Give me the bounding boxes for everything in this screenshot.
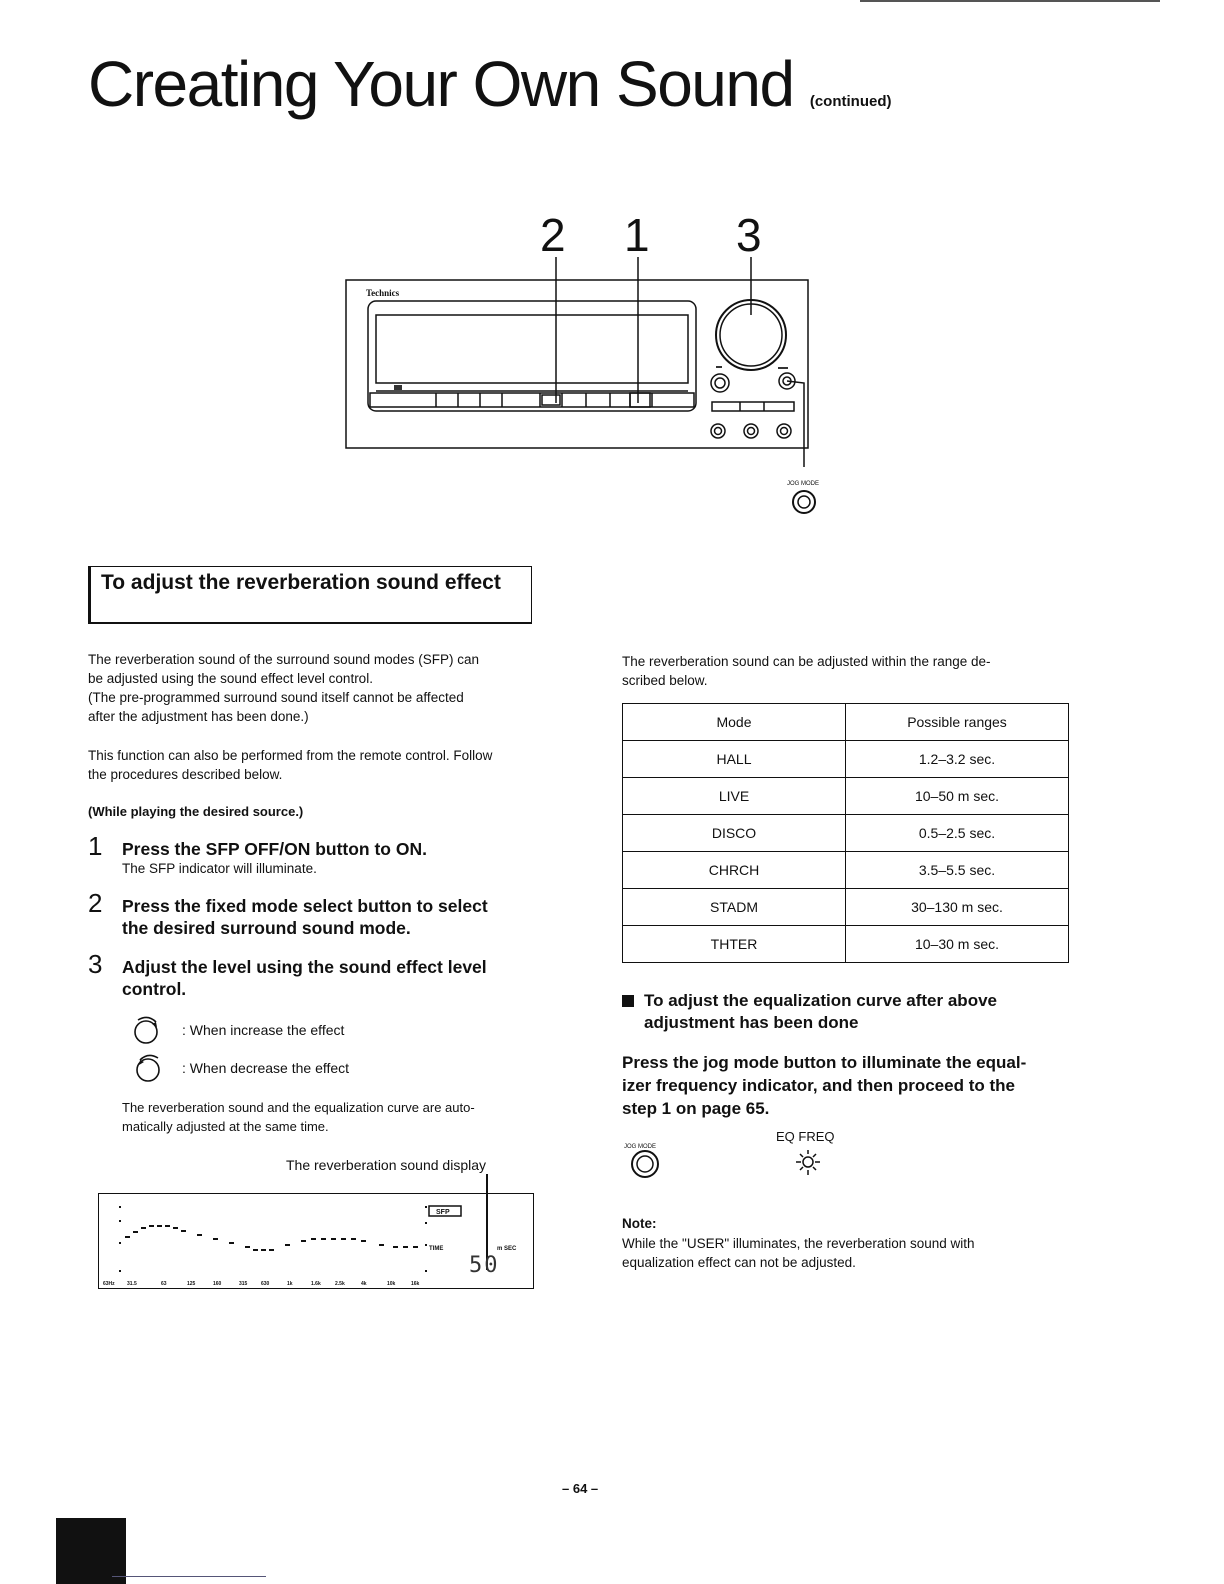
knob-increase-text: : When increase the effect <box>182 1022 345 1038</box>
svg-text:1.6k: 1.6k <box>311 1281 321 1287</box>
while-playing-note: (While playing the desired source.) <box>88 804 304 819</box>
reverberation-range-table <box>622 703 1069 963</box>
text-line: equalization effect can not be adjusted. <box>622 1255 856 1270</box>
mode-cell: DISCO <box>623 815 846 852</box>
table-row <box>623 889 1069 926</box>
svg-text:160: 160 <box>213 1281 222 1287</box>
svg-text:SFP: SFP <box>436 1209 450 1216</box>
callout-3: 3 <box>736 209 762 261</box>
table-row <box>623 778 1069 815</box>
frequency-labels <box>103 1281 420 1287</box>
scan-artifact-line <box>112 1576 266 1577</box>
display-window <box>368 301 696 411</box>
time-indicator: TIME <box>429 1246 444 1252</box>
range-cell: 3.5–5.5 sec. <box>846 852 1069 889</box>
button-row <box>370 393 694 407</box>
svg-text:10k: 10k <box>387 1281 396 1287</box>
text-line: be adjusted using the sound effect level control. <box>88 671 373 686</box>
step-2-title-line: Press the fixed mode select button to select <box>122 896 488 916</box>
step-3-number: 3 <box>88 949 103 979</box>
jog-mode-callout-label: JOG MODE <box>787 481 820 487</box>
svg-text:630: 630 <box>261 1281 270 1287</box>
text-line: While the "USER" illuminates, the reverberation sound with <box>622 1236 975 1251</box>
eq-freq-indicator-icon <box>796 1150 820 1175</box>
text-line: The reverberation sound and the equalization curve are auto- <box>122 1100 475 1115</box>
svg-text:63Hz: 63Hz <box>103 1281 115 1287</box>
msec-indicator: m SEC <box>497 1246 517 1252</box>
page-title-text: Creating Your Own Sound <box>88 48 794 120</box>
display-caption: The reverberation sound display <box>286 1157 487 1173</box>
svg-text:125: 125 <box>187 1281 196 1287</box>
step-3-title-line: Adjust the level using the sound effect level <box>122 957 487 977</box>
range-cell: 10–30 m sec. <box>846 926 1069 963</box>
svg-text:63: 63 <box>161 1281 167 1287</box>
note-text <box>622 1234 1072 1272</box>
intro-paragraph <box>88 650 538 726</box>
reverberation-display-graphic <box>99 1194 535 1290</box>
small-knob-left <box>711 374 729 392</box>
auto-adjust-paragraph <box>122 1098 542 1136</box>
select-strip <box>712 402 794 411</box>
text-line: matically adjusted at the same time. <box>122 1119 329 1134</box>
step-2 <box>122 895 542 939</box>
brand-logo: Technics <box>366 288 400 298</box>
svg-text:4k: 4k <box>361 1281 367 1287</box>
svg-text:16k: 16k <box>411 1281 420 1287</box>
mode-cell: LIVE <box>623 778 846 815</box>
eq-freq-label: EQ FREQ <box>776 1129 835 1144</box>
top-rule <box>860 0 1160 2</box>
step-1-description: The SFP indicator will illuminate. <box>122 861 317 876</box>
jog-eq-indicator-graphic <box>620 1128 850 1188</box>
range-cell: 1.2–3.2 sec. <box>846 741 1069 778</box>
table-header-row <box>623 704 1069 741</box>
text-line: This function can also be performed from the remote control. Follow <box>88 748 493 763</box>
mode-cell: THTER <box>623 926 846 963</box>
text-line: scribed below. <box>622 673 708 688</box>
step-3 <box>122 956 542 1000</box>
range-cell: 0.5–2.5 sec. <box>846 815 1069 852</box>
square-bullet-icon <box>622 995 634 1007</box>
text-line: step 1 on page 65. <box>622 1099 770 1118</box>
text-line: The reverberation sound of the surround sound modes (SFP) can <box>88 652 479 667</box>
table-header-ranges: Possible ranges <box>846 704 1069 741</box>
knob-decrease-text: : When decrease the effect <box>182 1060 350 1076</box>
table-row <box>623 926 1069 963</box>
table-row <box>623 815 1069 852</box>
note-label: Note: <box>622 1216 657 1231</box>
text-line: adjustment has been done <box>644 1013 859 1032</box>
eq-curve-dots <box>119 1206 427 1272</box>
svg-text:31.5: 31.5 <box>127 1281 137 1287</box>
table-header-mode: Mode <box>623 704 846 741</box>
table-row <box>623 852 1069 889</box>
range-cell: 10–50 m sec. <box>846 778 1069 815</box>
reverb-value-readout: 50 <box>469 1253 500 1278</box>
text-line: the procedures described below. <box>88 767 283 782</box>
range-cell: 30–130 m sec. <box>846 889 1069 926</box>
step-2-number: 2 <box>88 888 103 918</box>
step-3-title-line: control. <box>122 979 187 999</box>
mode-cell: HALL <box>623 741 846 778</box>
knob-rotation-icons <box>130 1010 178 1086</box>
page-number: – 64 – <box>562 1481 599 1496</box>
sfp-off-on-button <box>630 393 650 407</box>
fixed-mode-select-button <box>542 395 560 405</box>
svg-text:1k: 1k <box>287 1281 293 1287</box>
step-1 <box>122 838 542 878</box>
mode-cell: CHRCH <box>623 852 846 889</box>
eq-instruction <box>622 1051 1072 1120</box>
callout-1: 1 <box>624 209 650 261</box>
text-line: (The pre-programmed surround sound itself cannot be affected <box>88 690 464 705</box>
page-title-continued: (continued) <box>809 93 892 110</box>
eq-heading <box>644 990 1074 1034</box>
display-window-inner <box>376 315 688 383</box>
callout-2: 2 <box>540 209 566 261</box>
text-line: To adjust the equalization curve after above <box>644 991 997 1010</box>
step-2-title-line: the desired surround sound mode. <box>122 918 411 938</box>
jog-mode-button-callout <box>793 491 815 513</box>
text-line: izer frequency indicator, and then proceed to the <box>622 1076 1015 1095</box>
section-heading: To adjust the reverberation sound effect <box>88 566 532 624</box>
page-title <box>88 44 892 142</box>
text-line: Press the jog mode button to illuminate the equal- <box>622 1053 1027 1072</box>
step-1-number: 1 <box>88 831 103 861</box>
step-1-title: Press the SFP OFF/ON button to ON. <box>122 839 427 859</box>
text-line: The reverberation sound can be adjusted within the range de- <box>622 654 991 669</box>
mode-cell: STADM <box>623 889 846 926</box>
reverberation-display <box>98 1193 534 1289</box>
svg-text:315: 315 <box>239 1281 248 1287</box>
remote-paragraph <box>88 746 538 784</box>
receiver-front-panel-diagram <box>340 205 840 525</box>
jog-mode-label: JOG MODE <box>624 1144 657 1150</box>
text-line: after the adjustment has been done.) <box>88 709 309 724</box>
scan-artifact <box>56 1518 126 1584</box>
svg-text:2.5k: 2.5k <box>335 1281 345 1287</box>
jog-mode-leader <box>787 381 804 467</box>
table-row <box>623 741 1069 778</box>
range-intro <box>622 652 1072 690</box>
jog-mode-button-icon <box>632 1151 658 1177</box>
